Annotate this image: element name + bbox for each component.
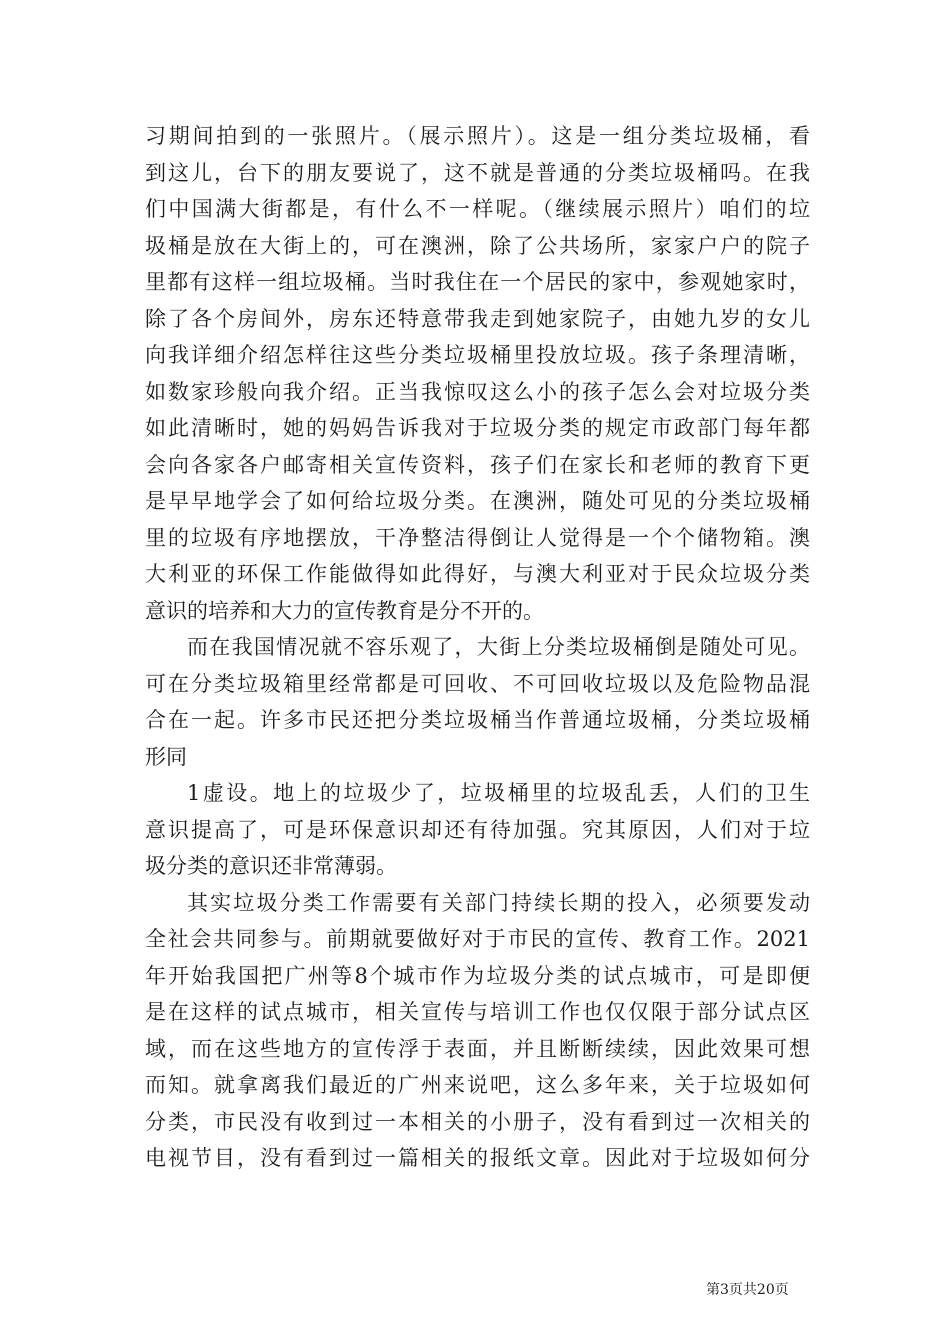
paragraph-first-line: 其实垃圾分类工作需要有关部门持续长期的投入，必须要发动 [187,890,810,915]
paragraph-first-line: 1虚设。地上的垃圾少了，垃圾桶里的垃圾乱丢，人们的卫生 [187,781,810,805]
text-line: 意识的培养和大力的宣传教育是分不开的。 [145,598,544,623]
text-line: 们中国满大街都是，有什么不一样呢。（继续展示照片）咱们的垃 [145,197,810,221]
text-line: 里都有这样一组垃圾桶。当时我住在一个居民的家中，参观她家时， [145,270,810,294]
text-line: 会向各家各户邮寄相关宣传资料，孩子们在家长和老师的教育下更 [145,452,810,477]
text-line: 合在一起。许多市民还把分类垃圾桶当作普通垃圾桶，分类垃圾桶 [145,708,810,732]
text-line: 年开始我国把广州等8个城市作为垃圾分类的试点城市，可是即便 [145,963,810,988]
text-line: 大利亚的环保工作能做得如此得好，与澳大利亚对于民众垃圾分类 [145,562,810,586]
text-line: 如数家珍般向我介绍。正当我惊叹这么小的孩子怎么会对垃圾分类 [145,379,810,404]
text-line: 可在分类垃圾箱里经常都是可回收、不可回收垃圾以及危险物品混 [145,671,810,696]
text-line: 到这儿，台下的朋友要说了，这不就是普通的分类垃圾桶吗。在我 [145,160,810,185]
text-line: 除了各个房间外，房东还特意带我走到她家院子，由她九岁的女儿 [145,306,810,331]
text-line: 如此清晰时，她的妈妈告诉我对于垃圾分类的规定市政部门每年都 [145,416,810,440]
text-line: 是在这样的试点城市，相关宣传与培训工作也仅仅限于部分试点区 [145,1000,810,1024]
text-line: 域，而在这些地方的宣传浮于表面，并且断断续续，因此效果可想 [145,1036,810,1061]
text-line: 形同 [145,744,187,769]
paragraph-first-line: 而在我国情况就不容乐观了，大街上分类垃圾桶倒是随处可见。 [187,635,810,659]
page-footer [0,1278,950,1302]
body-text [145,118,810,1177]
text-line: 全社会共同参与。前期就要做好对于市民的宣传、教育工作。2021 [145,927,810,951]
text-line: 习期间拍到的一张照片。（展示照片）。这是一组分类垃圾桶，看 [145,124,810,148]
text-line: 电视节目，没有看到过一篇相关的报纸文章。因此对于垃圾如何分 [145,1146,810,1170]
text-line: 而知。就拿离我们最近的广州来说吧，这么多年来，关于垃圾如何 [145,1073,810,1097]
text-line: 里的垃圾有序地摆放，干净整洁得倒让人觉得是一个个储物箱。澳 [145,525,810,550]
text-line: 分类，市民没有收到过一本相关的小册子，没有看到过一次相关的 [145,1109,810,1134]
text-line: 向我详细介绍怎样往这些分类垃圾桶里投放垃圾。孩子条理清晰， [145,343,810,367]
text-line: 圾桶是放在大街上的，可在澳洲，除了公共场所，家家户户的院子 [145,233,810,258]
text-line: 是早早地学会了如何给垃圾分类。在澳洲，随处可见的分类垃圾桶 [145,489,810,513]
text-line: 圾分类的意识还非常薄弱。 [145,854,397,878]
page-number: 第3页共20页 [706,1282,789,1298]
text-line: 意识提高了，可是环保意识却还有待加强。究其原因，人们对于垃 [145,817,810,842]
